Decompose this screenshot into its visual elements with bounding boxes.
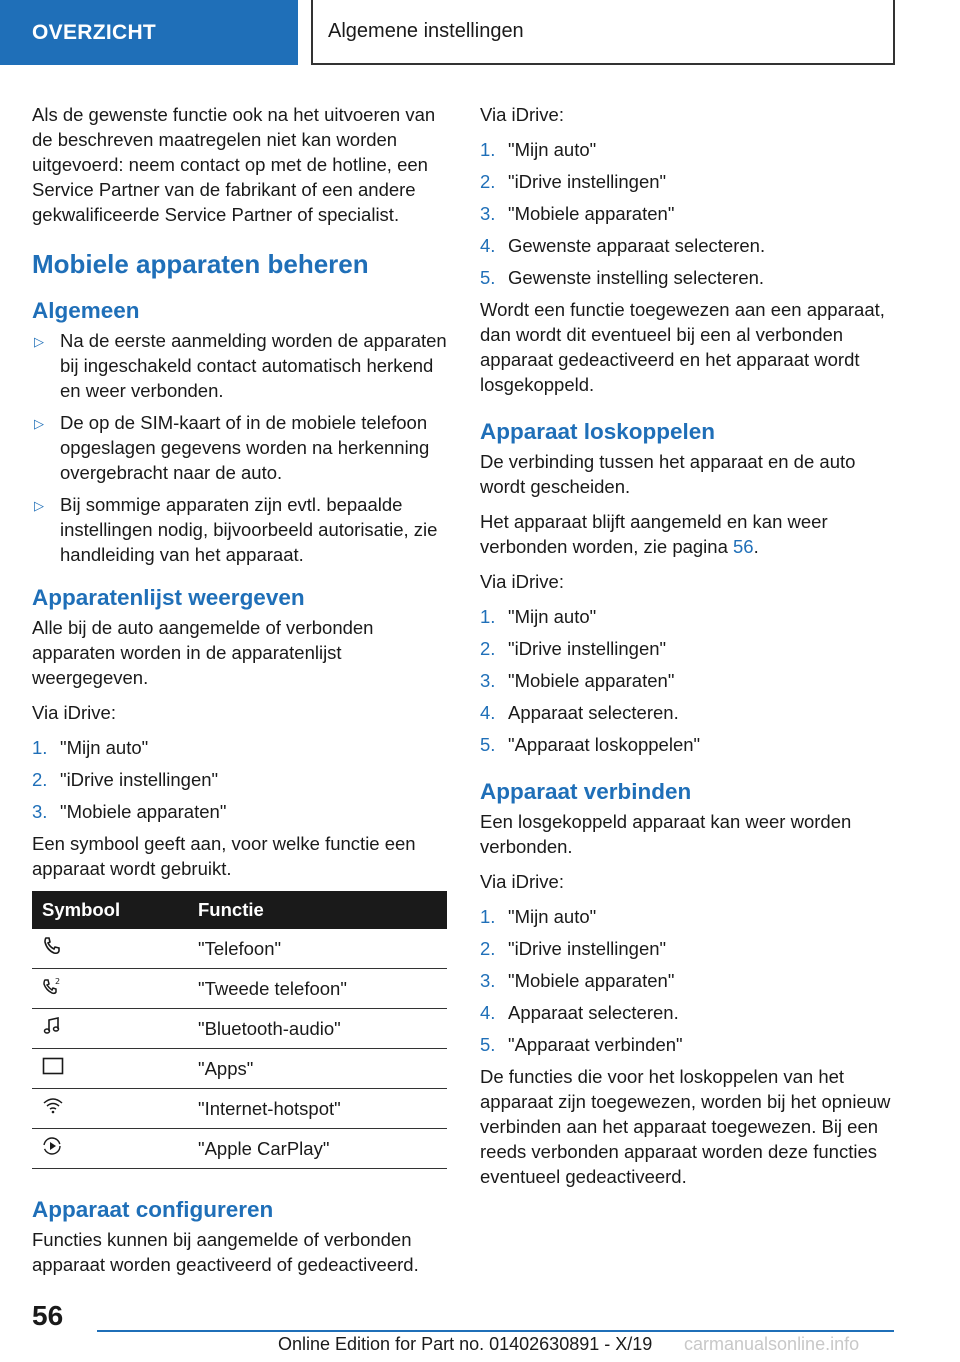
music-note-icon xyxy=(42,1016,62,1036)
list-item: 1. "Mijn auto" xyxy=(480,606,597,627)
table-row xyxy=(32,1129,447,1169)
algemeen-bullets xyxy=(32,328,450,567)
footer-edition: Online Edition for Part no. 01402630891 - X/19 xyxy=(278,1334,653,1354)
bullet-text: De op de SIM-kaart of in de mobiele telefoon opgeslagen gegevens worden na herkenning overgebracht naar de auto. xyxy=(60,412,430,483)
step-text: "Mijn auto" xyxy=(508,606,597,627)
list-item: 5. "Apparaat loskoppelen" xyxy=(480,734,701,755)
table-cell-functie: "Internet-hotspot" xyxy=(188,1089,447,1129)
main-heading: Mobiele apparaten beheren xyxy=(32,249,369,279)
verbinden-steps xyxy=(480,904,898,1057)
list-item: 1. "Mijn auto" xyxy=(480,906,597,927)
list-item: 3. "Mobiele apparaten" xyxy=(480,670,675,691)
step-text: "Mijn auto" xyxy=(508,906,597,927)
loskoppelen-paragraph-2: Het apparaat blijft aangemeld en kan weer verbonden worden, zie pagina 56. xyxy=(480,511,828,557)
list-item: 5. Gewenste instelling selecteren. xyxy=(480,267,765,288)
table-row xyxy=(32,929,447,969)
list-item: 1. "Mijn auto" xyxy=(480,139,597,160)
step-text: Apparaat selecteren. xyxy=(508,702,679,723)
left-column xyxy=(32,102,450,1287)
table-cell-functie: "Telefoon" xyxy=(188,929,447,969)
table-cell-functie: "Apple CarPlay" xyxy=(188,1129,447,1169)
wifi-icon xyxy=(42,1096,64,1116)
table-header-functie: Functie xyxy=(188,891,447,929)
table-header-row xyxy=(32,891,447,929)
heading-loskoppelen: Apparaat loskoppelen xyxy=(480,419,716,444)
watermark-logo: carmanualsonline.info xyxy=(684,1334,860,1354)
table-cell-functie: "Apps" xyxy=(188,1049,447,1089)
header-title-box xyxy=(311,0,895,65)
configureren-paragraph: Functies kunnen bij aangemelde of verbonden apparaat worden geactiveerd of gedeactiveerd. xyxy=(32,1229,419,1275)
table-row xyxy=(32,1009,447,1049)
phone-icon xyxy=(42,936,62,956)
step-text: "Mobiele apparaten" xyxy=(508,203,675,224)
step-text: "iDrive instellingen" xyxy=(60,769,219,790)
header-title: Algemene instellingen xyxy=(328,20,524,42)
step-text: "Mobiele apparaten" xyxy=(508,970,675,991)
heading-algemeen: Algemeen xyxy=(32,298,140,323)
via-idrive-label: Via iDrive: xyxy=(480,571,564,592)
page-link[interactable]: 56 xyxy=(733,536,754,557)
triangle-bullet-icon: ▷ xyxy=(34,334,44,349)
svg-text:2: 2 xyxy=(55,977,61,986)
step-text: Gewenste instelling selecteren. xyxy=(508,267,765,288)
table-cell-functie: "Bluetooth-audio" xyxy=(188,1009,447,1049)
list-item: 2. "iDrive instellingen" xyxy=(480,938,667,959)
step-text: "Mobiele apparaten" xyxy=(508,670,675,691)
step-text: "Mijn auto" xyxy=(60,737,149,758)
step-text: "Mobiele apparaten" xyxy=(60,801,227,822)
apps-icon xyxy=(42,1056,64,1076)
triangle-bullet-icon: ▷ xyxy=(34,498,44,513)
header-section-label: OVERZICHT xyxy=(32,20,157,44)
loskoppelen-steps xyxy=(480,604,898,757)
second-phone-icon xyxy=(42,976,62,996)
list-item: 2. "iDrive instellingen" xyxy=(480,171,667,192)
verbinden-paragraph: Een losgekoppeld apparaat kan weer worden verbonden. xyxy=(480,811,852,857)
bullet-text: Bij sommige apparaten zijn evtl. bepaalde instellingen nodig, bijvoorbeeld autorisatie, zie handleiding van het apparaat. xyxy=(60,494,438,565)
heading-apparatenlijst: Apparatenlijst weergeven xyxy=(32,585,305,610)
page-number: 56 xyxy=(32,1300,64,1331)
step-text: "iDrive instellingen" xyxy=(508,171,667,192)
list-item xyxy=(32,328,450,403)
footer-divider xyxy=(97,1330,894,1332)
verbinden-paragraph-2: De functies die voor het loskoppelen van het apparaat zijn toegewezen, worden bij het opnieuw verbinden aan het apparaat toegewezen. Bij een reeds verbonden apparaat worden deze functies eventueel gedeactiveerd. xyxy=(480,1066,891,1187)
step-text: Gewenste apparaat selecteren. xyxy=(508,235,766,256)
list-item: 3. "Mobiele apparaten" xyxy=(32,801,227,822)
list-item: 3. "Mobiele apparaten" xyxy=(480,970,675,991)
table-header-symbool: Symbool xyxy=(32,891,188,929)
list-item: 2. "iDrive instellingen" xyxy=(480,638,667,659)
apparatenlijst-steps xyxy=(32,735,450,824)
triangle-bullet-icon: ▷ xyxy=(34,416,44,431)
table-row xyxy=(32,1089,447,1129)
table-row xyxy=(32,1049,447,1089)
list-item: 1. "Mijn auto" xyxy=(32,737,149,758)
via-idrive-label: Via iDrive: xyxy=(480,104,564,125)
carplay-icon xyxy=(42,1136,62,1156)
table-cell-functie: "Tweede telefoon" xyxy=(188,969,447,1009)
symbol-intro-paragraph: Een symbool geeft aan, voor welke functie een apparaat wordt gebruikt. xyxy=(32,833,416,879)
step-text: "iDrive instellingen" xyxy=(508,938,667,959)
list-item: 2. "iDrive instellingen" xyxy=(32,769,219,790)
list-item xyxy=(32,410,450,485)
list-item: 4. Gewenste apparaat selecteren. xyxy=(480,235,766,256)
bullet-text: Na de eerste aanmelding worden de apparaten bij ingeschakeld contact automatisch herkend en weer verbonden. xyxy=(60,330,447,401)
list-item: 5. "Apparaat verbinden" xyxy=(480,1034,683,1055)
step-text: "Apparaat loskoppelen" xyxy=(508,734,701,755)
heading-configureren: Apparaat configureren xyxy=(32,1197,274,1222)
list-item xyxy=(32,492,450,567)
right-column xyxy=(480,102,898,1199)
header-section-tab xyxy=(0,0,298,65)
list-item: 4. Apparaat selecteren. xyxy=(480,702,679,723)
settings-steps xyxy=(480,137,898,290)
via-idrive-label: Via iDrive: xyxy=(32,702,116,723)
symbol-table xyxy=(32,891,447,1169)
step-text: "Apparaat verbinden" xyxy=(508,1034,683,1055)
loskoppelen-paragraph: De verbinding tussen het apparaat en de auto wordt gescheiden. xyxy=(480,451,856,497)
step-text: Apparaat selecteren. xyxy=(508,1002,679,1023)
step-text: "Mijn auto" xyxy=(508,139,597,160)
assign-paragraph: Wordt een functie toegewezen aan een apparaat, dan wordt dit eventueel bij een al verbonden apparaat gedeactiveerd en het apparaat wordt losgekoppeld. xyxy=(480,299,885,395)
via-idrive-label: Via iDrive: xyxy=(480,871,564,892)
step-text: "iDrive instellingen" xyxy=(508,638,667,659)
table-row xyxy=(32,969,447,1009)
heading-verbinden: Apparaat verbinden xyxy=(480,779,692,804)
intro-paragraph: Als de gewenste functie ook na het uitvoeren van de beschreven maatregelen niet kan worden uitgevoerd: neem contact op met de hotline, een Service Partner van de fabrikant of een andere gekwalificeerde Service Partner of specialist. xyxy=(32,104,436,225)
apparatenlijst-paragraph: Alle bij de auto aangemelde of verbonden apparaten worden in de apparatenlijst weergegeven. xyxy=(32,617,374,688)
list-item: 3. "Mobiele apparaten" xyxy=(480,203,675,224)
list-item: 4. Apparaat selecteren. xyxy=(480,1002,679,1023)
